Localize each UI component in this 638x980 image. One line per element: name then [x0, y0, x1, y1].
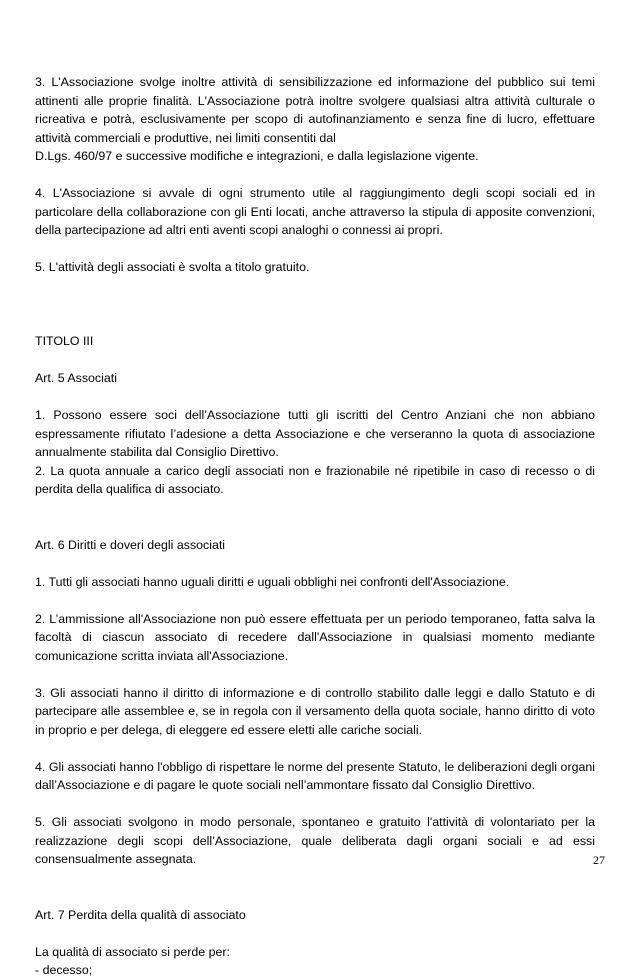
paragraph-art7-intro: La qualità di associato si perde per: [35, 944, 230, 959]
list-item-decesso: - decesso; [35, 963, 93, 977]
spacer [35, 314, 595, 333]
spacer [35, 295, 595, 314]
article-heading-art5: Art. 5 Associati [35, 371, 117, 385]
section-title-titolo-iii: TITOLO III [35, 334, 94, 348]
paragraph-art4-3: 3. L'Associazione svolge inoltre attività di sensibilizzazione ed informazione del pubblico sui temi attinenti alle proprie finalità. L'Associazione potrà inoltre svolgere qualsiasi altra attività culturale o ricreativa e potrà, esclusivamente per scopo di autofinanziamento e senza fine di lucro, effettuare attività commerciali e produttive, nei limiti consentiti dal [35, 75, 595, 145]
paragraph-art6-4: 4. Gli associati hanno l'obbligo di rispettare le norme del presente Statuto, le deliberazioni degli organi dall’Associazione e di pagare le quote sociali nell’ammontare fissato dal Consiglio Direttivo. [35, 759, 595, 792]
paragraph-art4-5: 5. L'attività degli associati è svolta a titolo gratuito. [35, 260, 310, 274]
article-heading-art7: Art. 7 Perdita della qualità di associato [35, 907, 246, 922]
paragraph-art6-5: 5. Gli associati svolgono in modo personale, spontaneo e gratuito l'attività di volontariato per la realizzazione degli scopi dell’Associazione, quale deliberata dagli organi sociali e ad essi consensualmente assegnata. [35, 815, 595, 866]
paragraph-art6-1: 1. Tutti gli associati hanno uguali diritti e uguali obblighi nei confronti dell'Associazione. [35, 574, 510, 589]
paragraph-art5-1: 1. Possono essere soci dell’Associazione tutti gli iscritti del Centro Anziani che non abbiano espressamente rifiutato l’adesione a detta Associazione e che verseranno la quota di associazione annualmente stabilita dal Consiglio Direttivo. [35, 408, 595, 459]
spacer [35, 517, 595, 536]
paragraph-art4-4: 4. L'Associazione si avvale di ogni strumento utile al raggiungimento degli scopi sociali ed in particolare della collaborazione con gli Enti locati, anche attraverso la stipula di apposite convenzioni, della partecipazione ad altri enti aventi scopi analoghi o connessi ai propri. [35, 186, 595, 237]
document-body [35, 73, 595, 980]
paragraph-art6-2: 2. L’ammissione all'Associazione non può essere effettuata per un periodo temporaneo, fatta salva la facoltà di ciascun associato di recedere dall'Associazione in qualsiasi momento mediante comunicazione scritta inviata all'Associazione. [35, 611, 595, 663]
article-heading-art6: Art. 6 Diritti e doveri degli associati [35, 537, 226, 552]
paragraph-art5-2: 2. La quota annuale a carico degli associati non e frazionabile né ripetibile in caso di recesso o di perdita della qualifica di associato. [35, 463, 595, 496]
paragraph-art4-3-end: D.Lgs. 460/97 e successive modifiche e integrazioni, e dalla legislazione vigente. [35, 149, 479, 163]
paragraph-art6-3: 3. Gli associati hanno il diritto di informazione e di controllo stabilito dalle leggi e dallo Statuto e di partecipare alle assemblee e, se in regola con il versamento della quota sociale, hanno diritto di voto in proprio e per delega, di eleggere ed essere eletti alle cariche sociali. [35, 685, 595, 737]
page-number: 27 [593, 853, 605, 867]
